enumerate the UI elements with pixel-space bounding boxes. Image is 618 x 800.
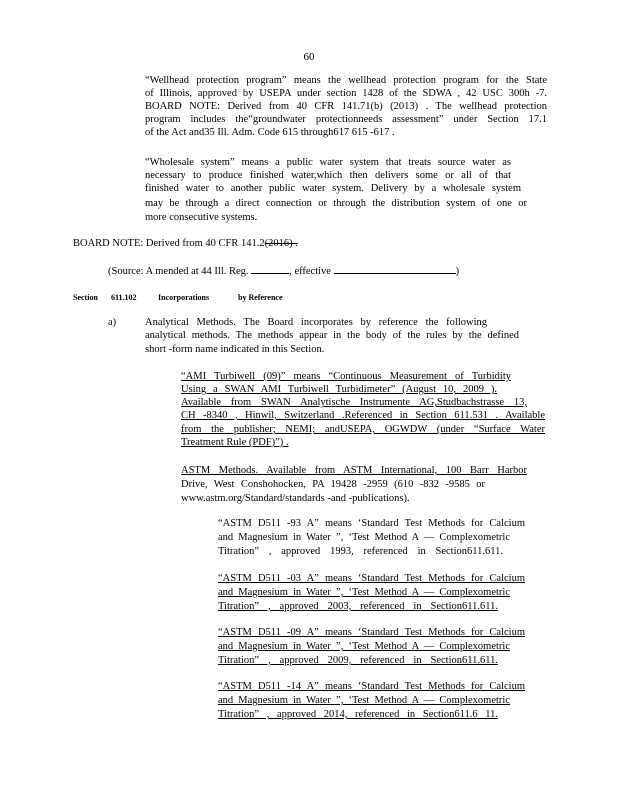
d511-line: Titration” , approved 2009, referenced in Section611.611.: [218, 655, 498, 666]
d511-line: and Magnesium in Water ”, ‘Test Method A — Complexometric: [218, 532, 510, 543]
ami-line: “AMI Turbiwell (09)” means “Continuous Measurement of Turbidity: [181, 371, 511, 382]
d511-line: and Magnesium in Water ”, ‘Test Method A — Complexometric: [218, 587, 510, 598]
section-label: Section: [73, 293, 98, 302]
item-a-marker: a): [108, 317, 117, 328]
wholesale-line: more consecutive systems.: [145, 212, 258, 223]
board-note-struck: (2016) .: [264, 238, 298, 249]
ami-line: from the publisher; NEMI; andUSEPA, OGWDW (under “Surface Water: [181, 424, 545, 435]
d511-line: and Magnesium in Water ”, ‘Test Method A — Complexometric: [218, 695, 510, 706]
board-note-text: BOARD NOTE: Derived from 40 CFR 141.2: [73, 238, 265, 249]
effective-blank: [334, 263, 456, 274]
source-suffix: ): [455, 266, 460, 277]
item-a-line: Analytical Methods. The Board incorporates by reference the following: [145, 317, 487, 328]
wellhead-line: BOARD NOTE: Derived from 40 CFR 141.71(b) (2013) . The wellhead protection: [145, 101, 547, 112]
source-prefix: (Source: A mended at 44 Ill. Reg.: [108, 266, 249, 277]
board-note: [73, 237, 298, 250]
ami-line: CH -8340 , Hinwil, Switzerland .Referenced in Section 611.531 . Available: [181, 410, 545, 421]
item-a-line: analytical methods. The methods appear in the body of the rules by the defined: [145, 330, 519, 341]
reg-blank: [251, 263, 289, 274]
d511-line: Titration” , approved 2014, referenced in Section611.6 11.: [218, 709, 498, 720]
ami-line: Available from SWAN Analytische Instrumente AG,Studbachstrasse 13,: [181, 397, 527, 408]
source-line: [108, 263, 459, 278]
ami-line: Using a SWAN AMI Turbiwell Turbidimeter” (August 10, 2009 ).: [181, 384, 497, 395]
astm-line: ASTM Methods. Available from ASTM International, 100 Barr Harbor: [181, 465, 527, 476]
ami-line: Treatment Rule (PDF)”) .: [181, 437, 289, 448]
d511-line: “ASTM D511 -14 A” means ‘Standard Test Methods for Calcium: [218, 681, 525, 692]
d511-line: “ASTM D511 -09 A” means ‘Standard Test Methods for Calcium: [218, 627, 525, 638]
wholesale-line: “Wholesale system” means a public water system that treats source water as: [145, 157, 511, 168]
wholesale-line: finished water to another public water system. Delivery by a wholesale system: [145, 183, 521, 194]
d511-line: Titration” , approved 2003, referenced in Section611.611.: [218, 601, 498, 612]
d511-line: and Magnesium in Water ”, ‘Test Method A — Complexometric: [218, 641, 510, 652]
source-effective: , effective: [289, 266, 331, 277]
astm-line: www.astm.org/Standard/standards -and -publications).: [181, 493, 410, 504]
wholesale-line: may be through a direct connection or through the distribution system of one or: [145, 198, 527, 209]
d511-line: “ASTM D511 -03 A” means ‘Standard Test Methods for Calcium: [218, 573, 525, 584]
wholesale-line: necessary to produce finished water,which then delivers some or all of that: [145, 170, 511, 181]
d511-line: Titration” , approved 1993, referenced in Section611.611.: [218, 546, 503, 557]
item-a-line: short -form name indicated in this Section.: [145, 344, 325, 355]
astm-line: Drive, West Conshohocken, PA 19428 -2959 (610 -832 -9585 or: [181, 479, 485, 490]
wellhead-line: program includes the“groundwater protectionneeds assessment” under Section 17.1: [145, 114, 547, 125]
section-title: by Reference: [238, 293, 283, 302]
section-number: 611.102: [111, 293, 137, 302]
wellhead-line: of the Act and35 Ill. Adm. Code 615 through617 615 -617 .: [145, 127, 395, 138]
d511-line: “ASTM D511 -93 A” means ‘Standard Test Methods for Calcium: [218, 518, 525, 529]
section-title: Incorporations: [158, 293, 210, 302]
wellhead-line: of Illinois, approved by USEPA under section 1428 of the SDWA , 42 USC 300h -7.: [145, 88, 547, 99]
wellhead-line: “Wellhead protection program” means the wellhead protection program for the State: [145, 75, 547, 86]
page-number: 60: [303, 51, 315, 63]
